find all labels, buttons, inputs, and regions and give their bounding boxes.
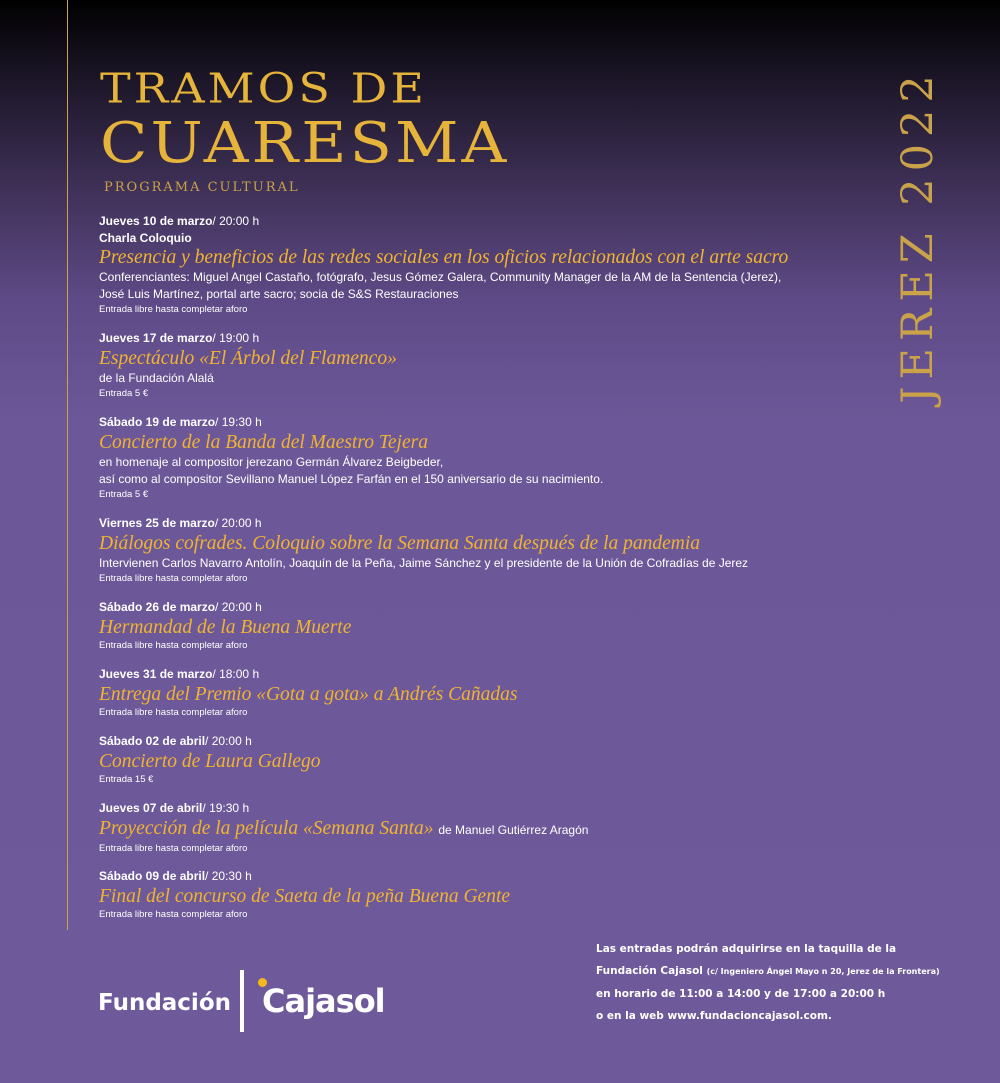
event-title: Espectáculo «El Árbol del Flamenco»	[99, 348, 397, 369]
event-date-line	[99, 329, 859, 347]
event-time: / 20:00 h	[212, 214, 260, 228]
event-time: / 19:30 h	[215, 415, 262, 429]
event-title-line	[99, 347, 859, 370]
event-date: Sábado 09 de abril	[99, 869, 206, 883]
gold-vertical-rule	[67, 0, 68, 930]
event-list	[99, 212, 859, 921]
logo-text-fundacion: Fundación	[98, 990, 231, 1016]
event-date-line	[99, 867, 859, 885]
event-title-line	[99, 616, 859, 639]
ticket-info	[596, 938, 986, 1027]
event-date: Jueves 17 de marzo	[99, 331, 213, 345]
event-entry: Entrada libre hasta completar aforo	[99, 304, 248, 315]
event-date-line	[99, 732, 859, 750]
info-line-3: en horario de 11:00 a 14:00 y de 17:00 a 20:00 h	[596, 988, 886, 1000]
event-date: Viernes 25 de marzo	[99, 516, 215, 530]
event-date-line	[99, 598, 859, 616]
event-title: Final del concurso de Saeta de la peña Buena Gente	[99, 886, 511, 907]
logo-text-cajasol: Cajasol	[262, 982, 385, 1020]
event-date: Jueves 07 de abril	[99, 801, 203, 815]
event-title: Concierto de Laura Gallego	[99, 751, 321, 772]
event-date: Sábado 26 de marzo	[99, 600, 216, 614]
info-line-2	[596, 960, 986, 983]
event-item	[99, 665, 859, 719]
info-line-2-main: Fundación Cajasol	[596, 965, 703, 977]
event-title: Hermandad de la Buena Muerte	[99, 617, 352, 638]
event-date-line	[99, 665, 859, 683]
event-item	[99, 514, 859, 585]
subtitle: PROGRAMA CULTURAL	[104, 180, 300, 195]
event-time: / 19:00 h	[212, 331, 260, 345]
event-item	[99, 329, 859, 400]
event-description: Conferenciantes: Miguel Angel Castaño, fotógrafo, Jesus Gómez Galera, Community Manager de la AM de la Sentencia (Jerez),	[99, 270, 782, 284]
event-time: / 20:00 h	[205, 734, 252, 748]
event-description: así como al compositor Sevillano Manuel López Farfán en el 150 aniversario de su nacimiento.	[99, 472, 604, 486]
event-category: Charla Coloquio	[99, 231, 192, 245]
title-line-1: TRAMOS DE	[100, 64, 427, 113]
event-title-line	[99, 817, 859, 842]
event-entry: Entrada 5 €	[99, 388, 149, 399]
event-date: Jueves 10 de marzo	[99, 214, 213, 228]
event-title: Proyección de la película «Semana Santa»	[99, 818, 434, 839]
event-date-line	[99, 514, 859, 532]
info-address: (c/ Ingeniero Ángel Mayo n 20, Jerez de la Frontera)	[706, 967, 940, 976]
event-title-line	[99, 683, 859, 706]
event-date: Sábado 19 de marzo	[99, 415, 216, 429]
event-description: de la Fundación Alalá	[99, 371, 214, 385]
event-title-line	[99, 431, 859, 454]
event-title-line	[99, 246, 859, 269]
event-time: / 20:00 h	[215, 600, 262, 614]
event-entry: Entrada 15 €	[99, 774, 154, 785]
event-title-line	[99, 532, 859, 555]
event-item	[99, 732, 859, 786]
event-entry: Entrada libre hasta completar aforo	[99, 707, 248, 718]
event-date: Sábado 02 de abril	[99, 734, 206, 748]
event-description: Intervienen Carlos Navarro Antolín, Joaquín de la Peña, Jaime Sánchez y el presidente de la Unión de Cofradías de Jerez	[99, 556, 749, 570]
event-title: Concierto de la Banda del Maestro Tejera	[99, 432, 428, 453]
event-entry: Entrada 5 €	[99, 489, 149, 500]
logo-divider	[240, 970, 244, 1032]
event-title-suffix: de Manuel Gutiérrez Aragón	[438, 823, 589, 837]
info-line-4: o en la web www.fundacioncajasol.com.	[596, 1010, 832, 1022]
event-title-line	[99, 885, 859, 908]
event-date-line	[99, 799, 859, 817]
event-time: / 20:00 h	[214, 516, 262, 530]
fundacion-cajasol-logo	[98, 970, 418, 1032]
event-entry: Entrada libre hasta completar aforo	[99, 843, 248, 854]
event-entry: Entrada libre hasta completar aforo	[99, 573, 248, 584]
event-entry: Entrada libre hasta completar aforo	[99, 640, 248, 651]
event-item	[99, 867, 859, 921]
event-time: / 20:30 h	[205, 869, 252, 883]
event-date-line	[99, 212, 859, 230]
event-title-line	[99, 750, 859, 773]
event-entry: Entrada libre hasta completar aforo	[99, 909, 248, 920]
event-time: / 18:00 h	[212, 667, 260, 681]
event-item	[99, 598, 859, 652]
event-title: Presencia y beneficios de las redes sociales en los oficios relacionados con el arte sacro	[99, 247, 789, 268]
title-line-2: CUARESMA	[100, 110, 510, 176]
event-item	[99, 413, 859, 501]
event-item	[99, 212, 859, 316]
event-description: José Luis Martínez, portal arte sacro; socia de S&S Restauraciones	[99, 287, 459, 301]
event-date-line	[99, 413, 859, 431]
info-line-1: Las entradas podrán adquirirse en la taquilla de la	[596, 943, 897, 955]
event-title: Entrega del Premio «Gota a gota» a Andrés Cañadas	[99, 684, 518, 705]
vertical-title: JEREZ 2022	[893, 68, 943, 404]
event-description: en homenaje al compositor jerezano Germán Álvarez Beigbeder,	[99, 455, 444, 469]
event-date: Jueves 31 de marzo	[99, 667, 213, 681]
event-title: Diálogos cofrades. Coloquio sobre la Semana Santa después de la pandemia	[99, 533, 701, 554]
event-item	[99, 799, 859, 855]
event-time: / 19:30 h	[202, 801, 250, 815]
